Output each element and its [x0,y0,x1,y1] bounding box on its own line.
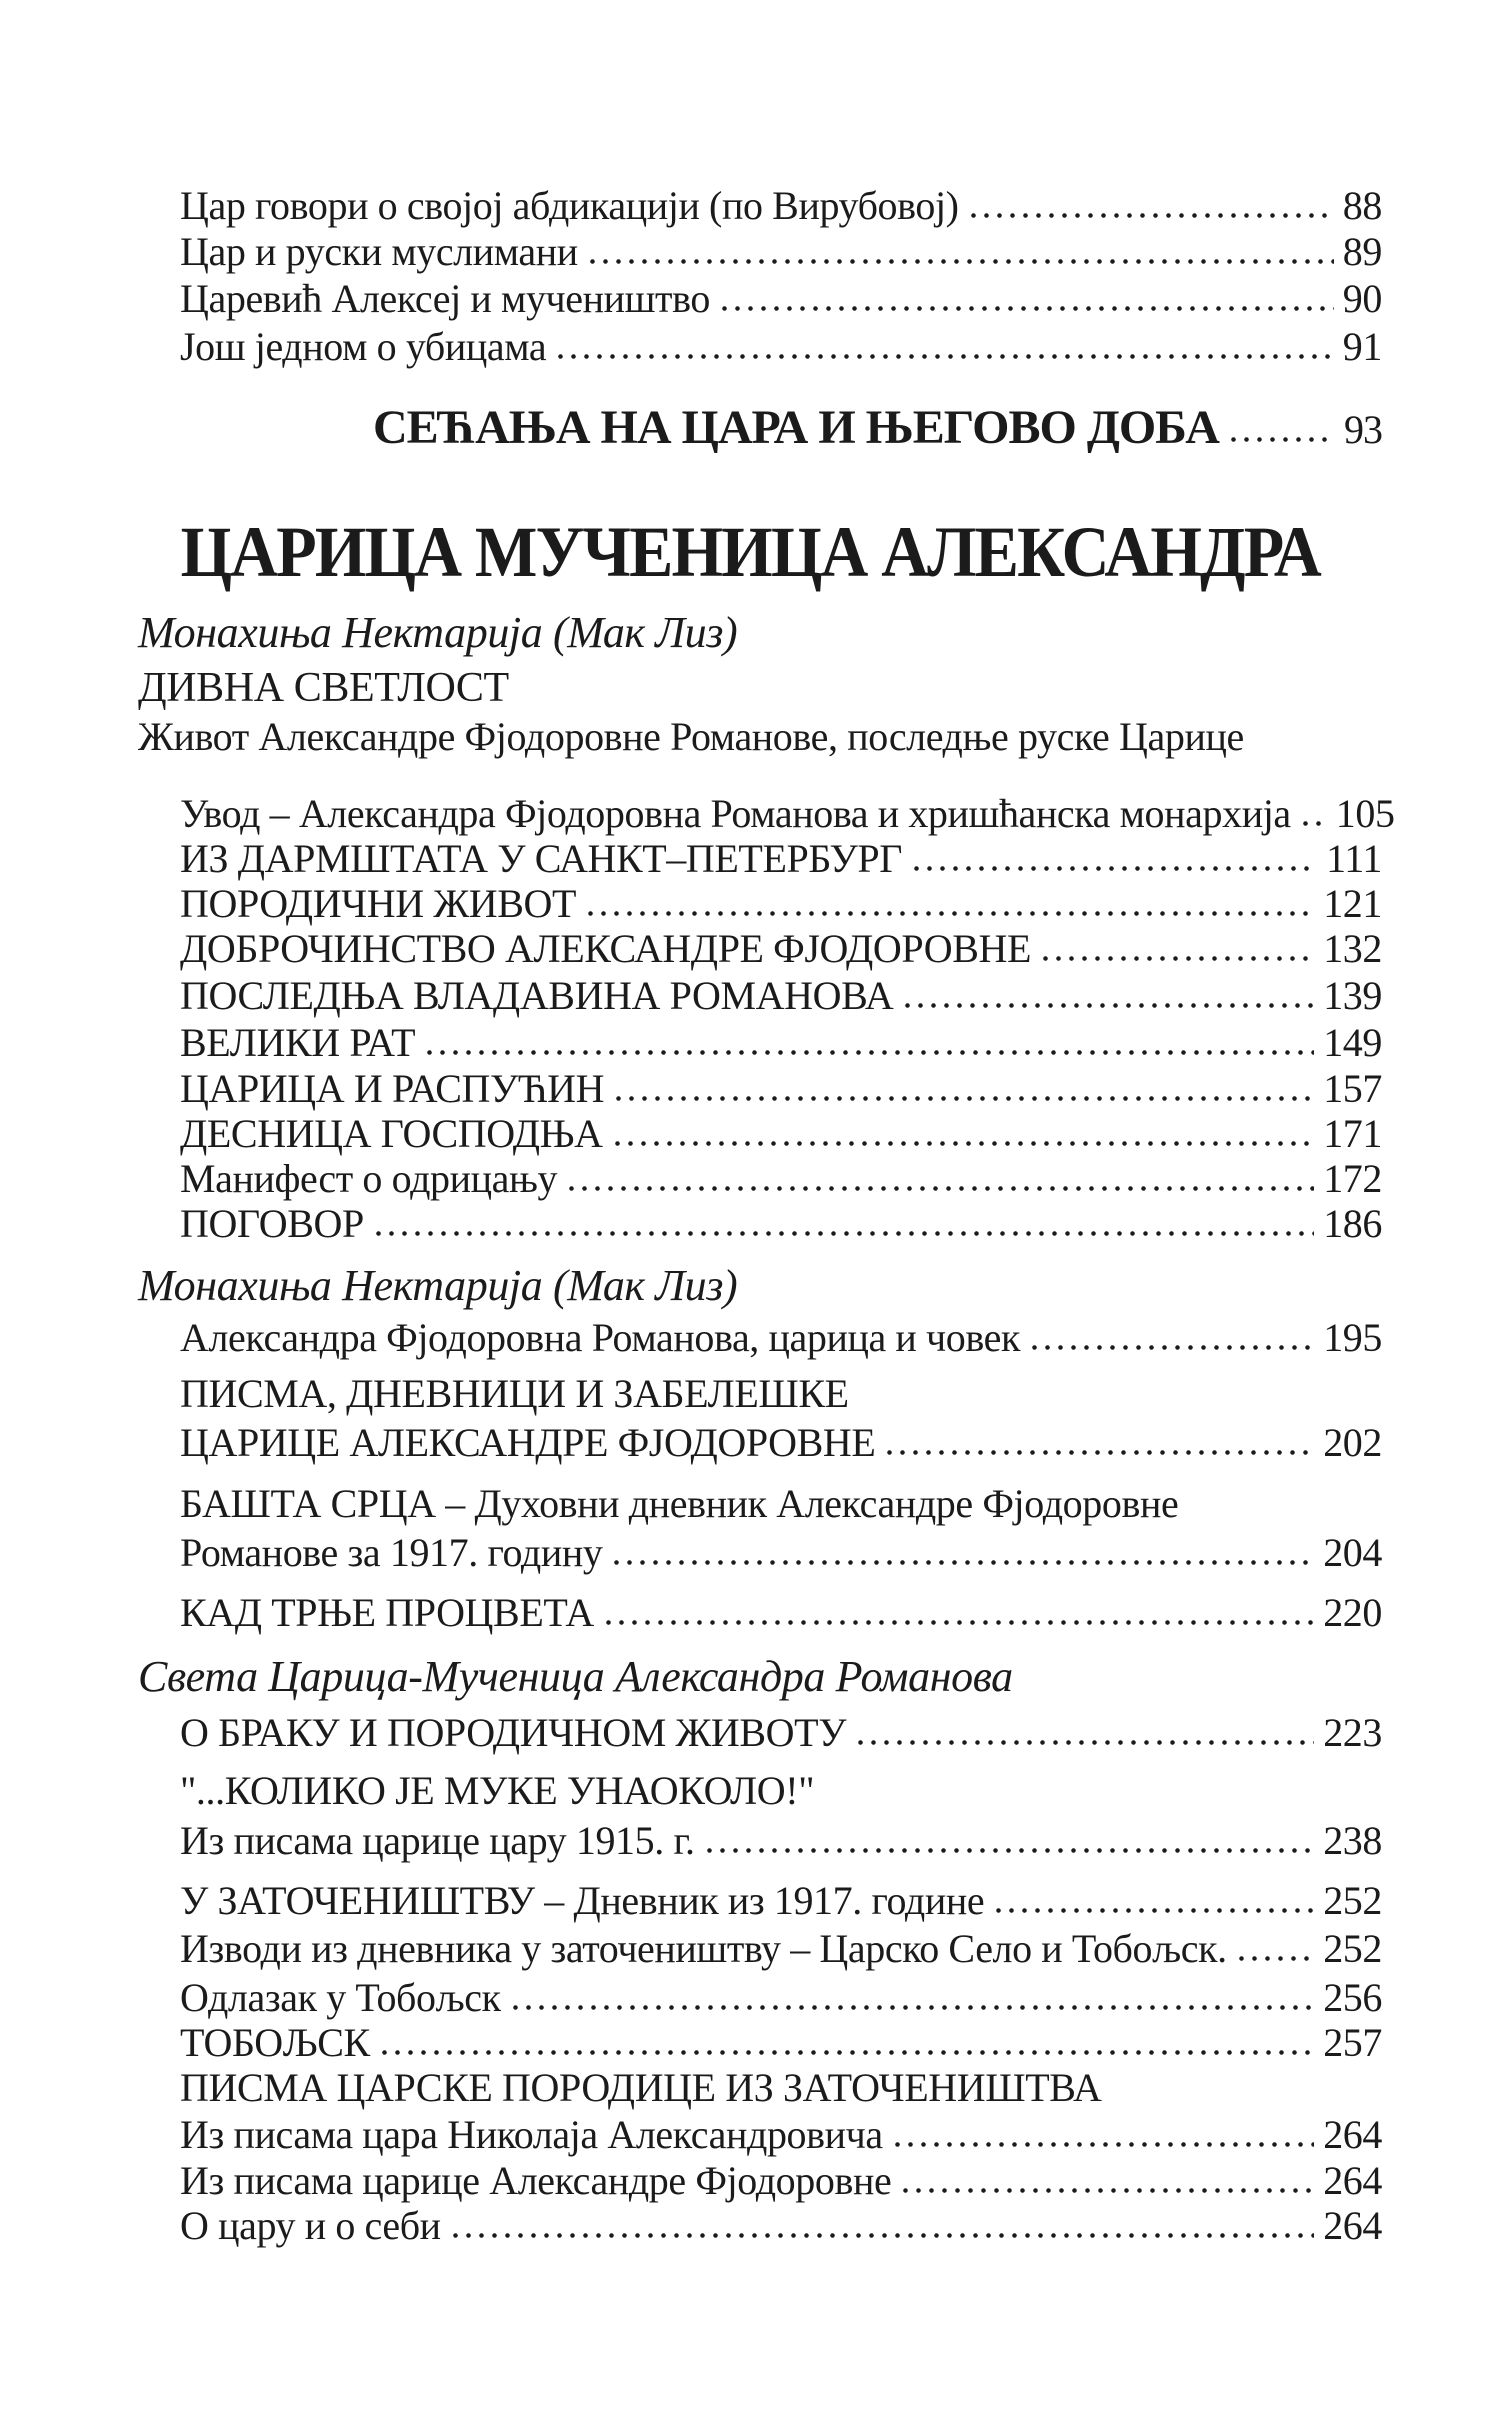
toc-row-text: Царевић Алексеј и мучеништво [180,276,710,321]
toc-row-text: ДИВНА СВЕТЛОСТ [138,665,509,711]
dot-leader [1227,436,1335,443]
toc-entry-row [180,926,1382,972]
toc-row-text: ЦАРИЦА И РАСПУЋИН [180,1066,605,1111]
page-number: 264 [1323,2203,1382,2248]
dot-leader [854,1739,1314,1746]
toc-entry-row [180,1020,1382,1066]
dot-leader [509,2004,1315,2011]
toc-entry-row [180,1420,1382,1466]
toc-row-text: У ЗАТОЧЕНИШТВУ – Дневник из 1917. године [180,1878,985,1923]
toc-entry-row [180,1530,1382,1576]
toc-row-text: Увод – Александра Фјодоровна Романова и хришћанска монархија [180,791,1291,836]
page-number: 172 [1323,1156,1382,1201]
page-number: 88 [1342,183,1382,228]
dot-leader [1235,1955,1314,1962]
dot-leader [992,1907,1314,1914]
toc-row-text: Цар и руски муслимани [180,229,578,274]
dot-leader [378,2049,1314,2056]
page-number: 257 [1323,2020,1382,2065]
toc-entry-row [180,1818,1382,1864]
toc-row-text: Цар говори о својој абдикацији (по Вирубовој) [180,183,959,228]
toc-entry-row [180,1768,1382,1814]
page-number: 252 [1323,1878,1382,1923]
toc-row-text: Одлазак у Тобољск [180,1975,501,2020]
page-number: 252 [1323,1926,1382,1971]
page-number: 93 [1344,407,1382,452]
dot-leader [899,2187,1314,2194]
toc-row-text: Романове за 1917. годину [180,1530,603,1575]
toc-row-text: БАШТА СРЦА – Духовни дневник Александре Фјодоровне [180,1481,1179,1526]
toc-entry-row [180,1481,1382,1527]
toc-entry-row [180,1156,1382,1202]
dot-leader [610,1559,1314,1566]
page-number: 223 [1323,1710,1382,1755]
dot-leader [718,305,1334,312]
toc-row-text: ДЕСНИЦА ГОСПОДЊА [180,1111,603,1156]
toc-row-text: ПОГОВОР [180,1201,364,1246]
author-line [138,608,1382,658]
toc-entry-row [180,2112,1382,2158]
toc-row-text: О цару и о себи [180,2203,441,2248]
page-number: 202 [1323,1420,1382,1465]
toc-row-text: ПИСМА, ДНЕВНИЦИ И ЗАБЕЛЕШКЕ [180,1371,849,1416]
toc-entry-row [180,1926,1382,1972]
toc-entry-row [180,2158,1382,2204]
toc-entry-row [180,1066,1382,1112]
toc-row-text: Живот Александре Фјодоровне Романове, последње руске Царице [138,714,1244,759]
toc-row-text: ДОБРОЧИНСТВО АЛЕКСАНДРЕ ФЈОДОРОВНЕ [180,926,1032,971]
toc-entry-row [180,229,1382,275]
toc-entry-row [180,1201,1382,1247]
page-number: 186 [1323,1201,1382,1246]
chapter-subtitle [138,714,1382,760]
dot-leader [602,1619,1314,1626]
toc-row-text: Из писама цара Николаја Александровича [180,2112,883,2157]
toc-entry-row [180,324,1382,370]
toc-row-text: Монахиња Нектарија (Мак Лиз) [138,608,738,657]
dot-leader [910,865,1317,872]
page-number: 89 [1342,229,1382,274]
toc-entry-row [180,2065,1382,2111]
toc-entry-row [180,973,1382,1019]
toc-row-text: Изводи из дневника у заточеништву – Царско Село и Тобољск. [180,1926,1227,1971]
toc-row-text: "...КОЛИКО ЈЕ МУКЕ УНАОКОЛО!" [180,1768,815,1813]
dot-leader [1039,955,1314,962]
toc-row-text: Из писама царице Александре Фјодоровне [180,2158,892,2203]
toc-row-text: ИЗ ДАРМШТАТА У САНКТ–ПЕТЕРБУРГ [180,836,902,881]
page-number: 139 [1323,973,1382,1018]
toc-entry-row [180,791,1395,837]
toc-row-text: Из писама царице цару 1915. г. [180,1818,695,1863]
page-number: 157 [1323,1066,1382,1111]
page-number: 132 [1323,926,1382,971]
toc-row-text: ЦАРИЦЕ АЛЕКСАНДРЕ ФЈОДОРОВНЕ [180,1420,876,1465]
toc-entry-row [180,2203,1382,2249]
toc-row-text: Манифест о одрицању [180,1156,558,1201]
toc-entry-row [180,1590,1382,1636]
section-title [0,512,1500,592]
page-number: 264 [1323,2158,1382,2203]
page-number: 149 [1323,1020,1382,1065]
toc-entry-row [180,1371,1382,1417]
toc-entry-row [180,1878,1382,1924]
toc-row-text: ПИСМА ЦАРСКЕ ПОРОДИЦЕ ИЗ ЗАТОЧЕНИШТВА [180,2065,1102,2110]
dot-leader [901,1002,1314,1009]
toc-row-text: ВЕЛИКИ РАТ [180,1020,416,1065]
author-line [138,1652,1382,1702]
toc-row-text: О БРАКУ И ПОРОДИЧНОМ ЖИВОТУ [180,1710,847,1755]
chapter-label [138,664,1382,712]
page-number: 121 [1323,881,1382,926]
toc-row-text: Још једном о убицама [180,324,547,369]
toc-row-text: ЦАРИЦА МУЧЕНИЦА АЛЕКСАНДРА [180,512,1320,592]
dot-leader [883,1449,1314,1456]
dot-leader [423,1049,1314,1056]
page-number: 90 [1342,276,1382,321]
page-number: 195 [1323,1315,1382,1360]
page-number: 256 [1323,1975,1382,2020]
toc-entry-row [180,276,1382,322]
toc-row-text: СЕЋАЊА НА ЦАРА И ЊЕГОВО ДОБА [373,401,1219,454]
dot-leader [565,1185,1314,1192]
toc-entry-row [180,2020,1382,2066]
toc-row-text: КАД ТРЊЕ ПРОЦВЕТА [180,1590,594,1635]
page-number: 105 [1335,791,1395,836]
toc-entry-row [180,1111,1382,1157]
dot-leader [1299,820,1327,827]
dot-leader [611,1140,1315,1147]
dot-leader [586,258,1334,265]
page-number: 111 [1326,836,1382,881]
page-number: 171 [1323,1111,1382,1156]
dot-leader [449,2232,1315,2239]
dot-leader [584,910,1314,917]
dot-leader [372,1230,1314,1237]
toc-row-text: Света Царица-Мученица Александра Романова [138,1652,1013,1701]
dot-leader [1028,1344,1314,1351]
toc-entry-row [180,1315,1382,1361]
toc-row-text: Монахиња Нектарија (Мак Лиз) [138,1261,738,1310]
toc-entry-row [180,836,1382,882]
toc-row-text: ПОРОДИЧНИ ЖИВОТ [180,881,577,926]
dot-leader [554,353,1334,360]
dot-leader [891,2141,1314,2148]
page-number: 264 [1323,2112,1382,2157]
page-number: 204 [1323,1530,1382,1575]
toc-entry-row [180,1710,1382,1756]
dot-leader [612,1095,1314,1102]
page-number: 220 [1323,1590,1382,1635]
page-number: 91 [1342,324,1382,369]
dot-leader [703,1847,1315,1854]
toc-entry-row [180,881,1382,927]
page-number: 238 [1323,1818,1382,1863]
toc-entry-row [180,183,1382,229]
toc-row-text: ТОБОЉСК [180,2020,370,2065]
toc-row-text: ПОСЛЕДЊА ВЛАДАВИНА РОМАНОВА [180,973,894,1018]
part-heading-row [373,400,1382,458]
author-line [138,1261,1382,1311]
toc-entry-row [180,1975,1382,2021]
dot-leader [967,212,1334,219]
toc-row-text: Александра Фјодоровна Романова, царица и човек [180,1315,1020,1360]
